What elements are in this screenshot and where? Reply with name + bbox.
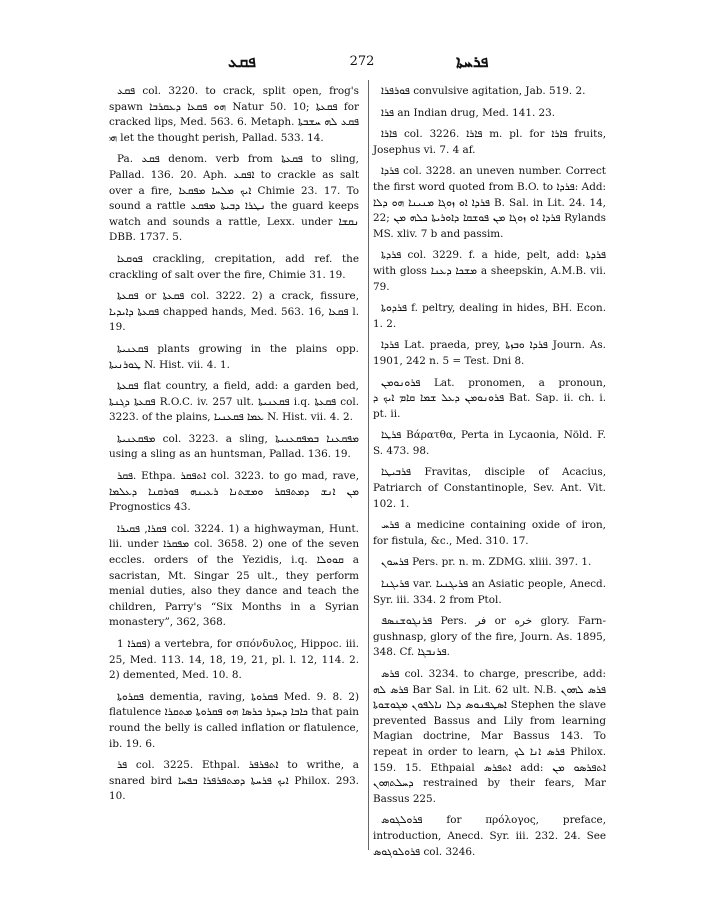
entry: ܦܩܥܬܐ flat country, a field, add: a garden bed, ܦܩܥܬܐ ܕܓܢܬܐ R.O.C. iv. 257 ult. ܦܩܥܢܝܬܐ i.q. ܦܩܥܬܐ col. 3223. of the plains, ܥܡܐ ܦܩܥܢܝܐ N. Hist. vii. 4. 2. (109, 380, 360, 424)
page-header (0, 52, 714, 76)
entry: ܦܩܪܘܬܐ dementia, raving, ܦܩܪܘܬܐ Med. 9. 8. 2) flatulence ܟܐܒܐ ܕܚܕܪ ܟܪܣܐ ܗܘ ܦܩܪܘܬܐ ܡܬܩܪܐ that pain round the belly is called inflation or flatulence, ib. 19. 6. (109, 690, 359, 750)
entry: ܦܪܚ a medicine containing oxide of iron, for fistula, &c., Med. 310. 17. (373, 519, 606, 547)
entry: ܦܪܚܘܢ Pers. pr. n. m. ZDMG. xliii. 397. 1. (381, 556, 592, 569)
entry: ܦܪܝܓܢܐ var. ܦܪܝܓܢܝܐ an Asiatic people, Anecd. Syr. iii. 334. 2 from Ptol. (373, 578, 606, 606)
entry: ܦܩܥܬܐ or ܦܩܥܬܐ col. 3222. 2) a crack, fissure, ܦܩܥܬܐ ܕܐܝܕܝܐ chapped hands, Med. 563. 16, ܦܩܥܐ l. 19. (109, 290, 359, 334)
entry: ܦܪ col. 3225. Ethpal. ܐܬܦܪܦܪ to writhe, a snared bird ܐܝܟ ܦܪܚܬܐ ܕܡܬܦܪܦܪܐ ܒܦܚܐ Philox. 293. 10. (109, 759, 359, 803)
entry: ܦܘܩܥܐ crackling, crepitation, add ref. the crackling of salt over the fire, Chimie 31. 19. (109, 252, 359, 281)
entry: ܦܪܐ an Indian drug, Med. 141. 23. (381, 106, 556, 119)
entry: ܦܪܣ col. 3234. to charge, prescribe, add: ܦܪܣ ܠܗ Bar Sal. in Lit. 62 ult. N.B. ܦܪܣ ܠܗܘܢ ܐܣܛܦܢܘܣ ܕܠܐ ܢܐܠܦܘܢ ܡܓܘܫܘܬܐ Stephen the slave prevented Bassus and Lily from learning Magian doctrine, Mar Bassus 143. To repeat in order to learn, ܦܪܣ ܐܢܐ ܠܟ Philox. 159. 15. Ethpaial ܐܬܦܪܣ add: ܐܬܦܪܣܘ ܡܢ ܕܚܠܬܗܘܢ restrained by their fears, Mar Bassus 225. (373, 668, 607, 805)
entry: ܦܩܪܐ, ܦܩܝܪܐ col. 3224. 1) a highwayman, Hunt. lii. under ܡܦܩܪܐ col. 3658. 2) one of the seven eccles. orders of the Yezidis, i.q. ܩܘܘܠܐ a sacristan, Mt. Singar 25 ult., they perform menial duties, also they dance and teach the children, Parry's “Six Months in a Syrian monastery”, 362, 368. (109, 522, 360, 629)
entry: ܦܩܥܢܝܬܐ plants growing in the plains opp. ܛܘܪܢܝܬܐ N. Hist. vii. 4. 1. (109, 342, 359, 371)
entry: ܦܪܛܐ Βάρατθα, Perta in Lycaonia, Nöld. F. S. 473. 98. (373, 429, 606, 457)
entry: ܦܪܘܢܘܡܢ Lat. pronomen, a pronoun, ܦܪܘܢܘܡܢ ܕܥܠ ܫܡܐ ܩܐܡ ܐܝܟ ܕ Bat. Sap. ii. ch. i. pt. ii. (373, 376, 606, 420)
entry: ܦܪܕܬܐ col. 3229. f. a hide, pelt, add: ܦܪܕܬܐ with gloss ܡܫܟܐ ܕܥܢܐ a sheepskin, A.M.B. vii. 79. (373, 249, 606, 293)
entry: ܦܩܥ col. 3220. to crack, split open, frog's spawn ܗܘ ܦܩܥܐ ܕܥܩܪܒܐ Natur 50. 10; ܦܩܥܬܐ for cracked lips, Med. 563. 6. Metaph. ܦܩܥ ܠܗ ܚܫܒܬܐ ܗܝ let the thought perish, Pallad. 533. 14. (109, 85, 359, 144)
entry: ܦܪܘܠܓܘܣ for πρόλογος, preface, introduction, Anecd. Syr. iii. 232. 24. See ܦܪܘܠܘܓܘܣ col. 3246. (373, 814, 606, 858)
entry: ܦܪܕܐ col. 3228. an uneven number. Correct the first word quoted from B.O. to ܦܪܕܐ: Add: ܦܪܕܐ ܐܘ ܙܘܓܐ ܡܢܝܢܐ ܗܘ ܕܠܐ B. Sal. in Lit. 24. 14, 22; ܦܪܕܐ ܐܘ ܙܘܓܐ ܡܢ ܦܘܫܩܐ ܕܐܘܪܝܬܐ ܟܠܗ ܡܢ Rylands MS. xliv. 7 b and passim. (373, 165, 606, 240)
entry: ܦܐܪܐ col. 3226. ܦܐܪܐ m. pl. for ܦܐܪܐ fruits, Josephus vi. 7. 4 af. (373, 128, 606, 156)
entry: ܦܪܢܓܘܫܢܣܦ Pers. فر or خره glory. Farn-gushnasp, glory of the fire, Journ. As. 1895, 348. Cf. ܦܪܢܒܓܐ. (373, 615, 606, 659)
entry: ܦܪܒܝܛܐ Fravitas, disciple of Acacius, Patriarch of Constantinople, Sev. Ant. Vit. 102. 1. (373, 466, 606, 510)
entry: ܦܘܪܦܪܐ convulsive agitation, Jab. 519. 2. (381, 85, 586, 97)
entry: ܦܩܪܐ 1) a vertebra, for σπόνδυλος, Hippoc. iii. 25, Med. 113. 14, 18, 19, 21, pl. l. 12, 114. 2. 2) demented, Med. 10. 8. (109, 638, 360, 682)
entry: ܦܩܪ. Ethpa. ܐܬܦܩܪ col. 3223. to go mad, rave, ܡܢ ܐܢܫ ܕܡܬܦܩܪ ܘܡܫܬܢܐ ܪܥܝܢܗ ܦܘܪܩܢܐ ܕܥܠܡܐ Prognostics 43. (109, 470, 359, 514)
header-left-headword: ܦܩܥ (228, 52, 256, 71)
left-column (109, 84, 359, 811)
right-column (373, 84, 606, 866)
entry: ܦܪܕܘܬܐ f. peltry, dealing in hides, BH. Econ. 1. 2. (373, 302, 606, 330)
entry: Pa. ܦܩܥ denom. verb from ܦܩܥܬܐ to sling, Pallad. 136. 20. Aph. ܐܦܩܥ to crackle as salt over a fire, ܐܝܟ ܡܠܚܐ ܡܦܩܥܐ Chimie 23. 17. To sound a rattle ܢܛܪܐ ܕܒܝܬܐ ܡܦܩܥ the guard keeps watch and sounds a rattle, Lexx. under ܢܩܫܐ DBB. 1737. 5. (109, 153, 359, 244)
entry: ܦܪܕܐ Lat. praeda, prey, ܦܪܕܐ ܘܒܙܬܐ Journ. As. 1901, 242 n. 5 = Test. Dni 8. (373, 339, 606, 367)
entry: ܡܦܩܥܢܝܬܐ col. 3223. a sling, ܡܦܩܥܢܐ ܒܡܦܩܥܢܝܬܐ using a sling as an huntsman, Pallad. 136. 19. (109, 432, 359, 461)
column-divider (368, 80, 369, 850)
page-number: 272 (349, 54, 375, 69)
header-right-headword: ܦܪܚܬܐ (456, 52, 489, 71)
